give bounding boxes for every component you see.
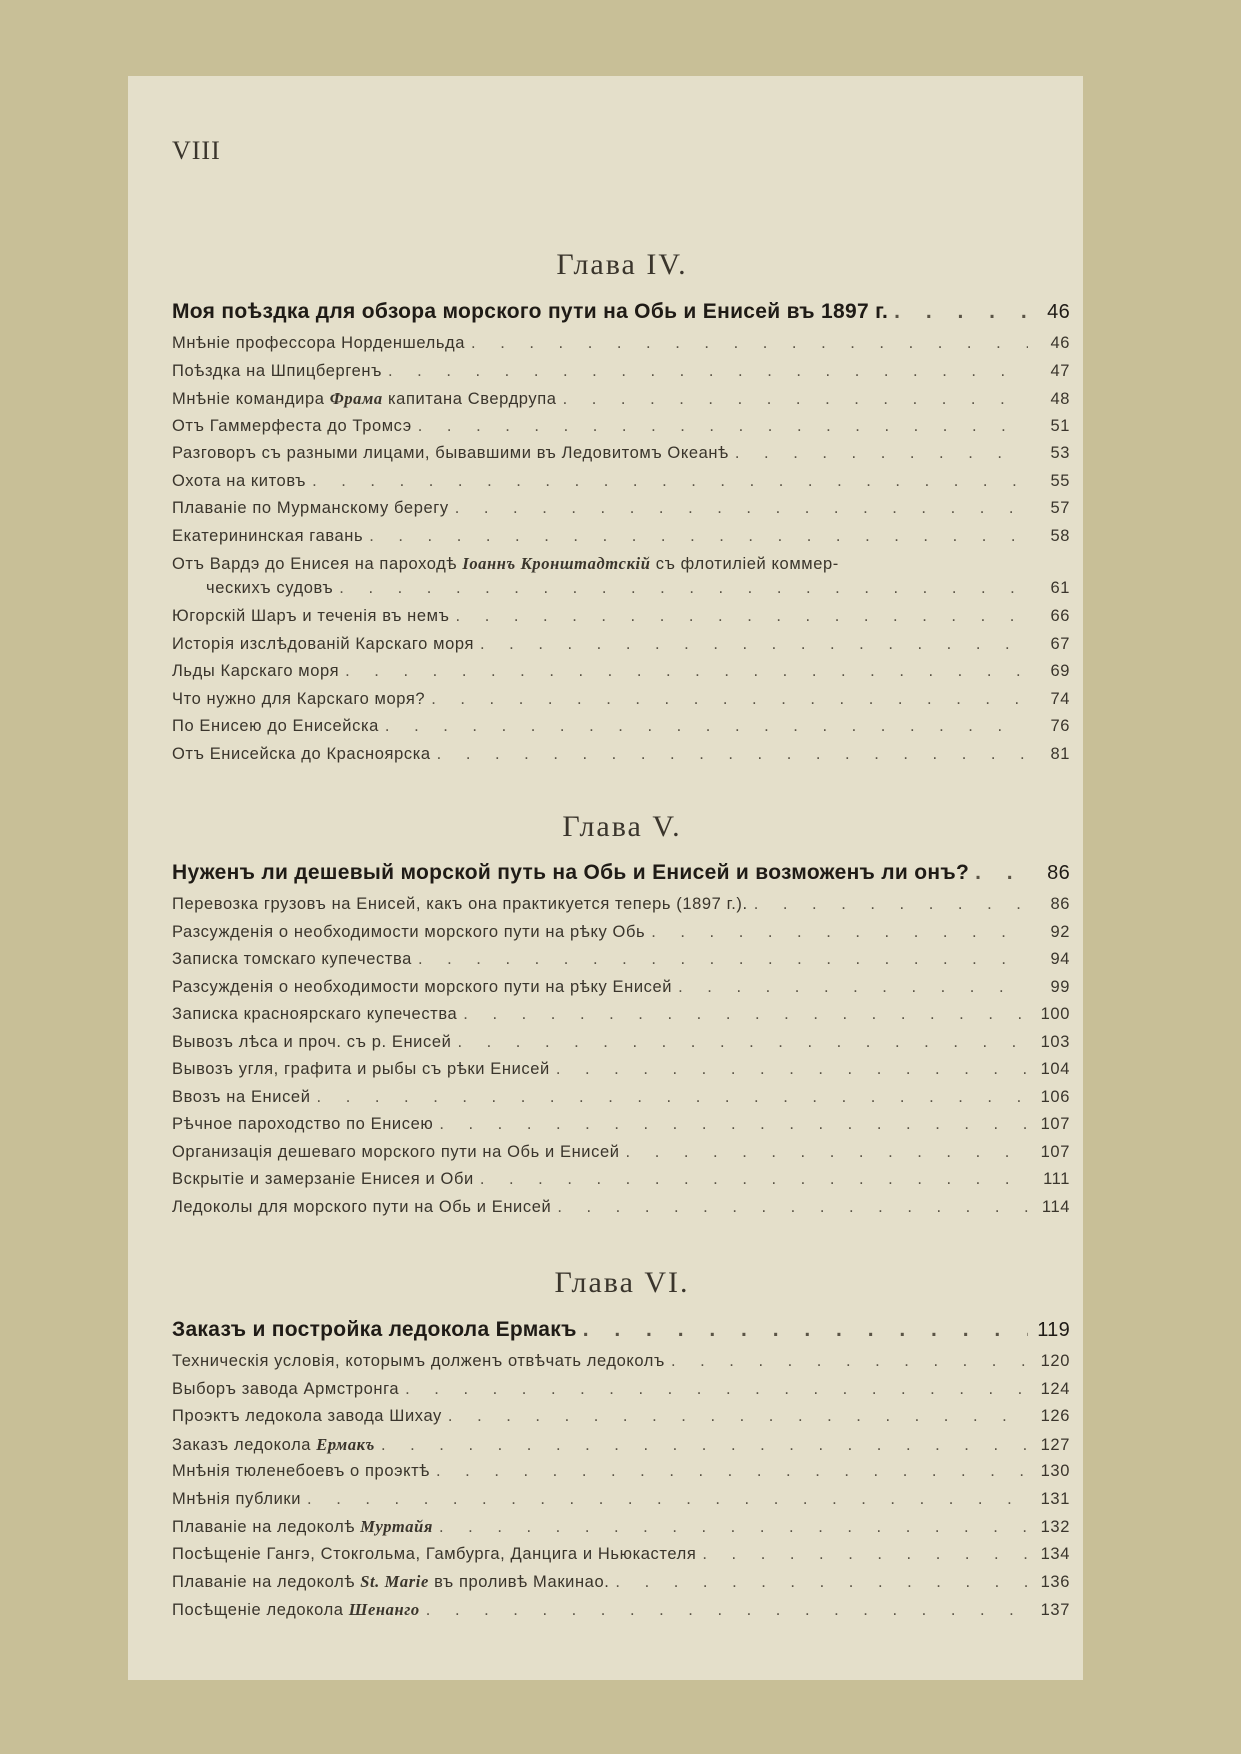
chapter-v-title: Глава V. <box>562 810 682 843</box>
toc-entry: Разсужденія о необходимости морского пути на рѣку Енисей . . . 99 <box>172 978 1070 1006</box>
toc-entry: Разговоръ съ разными лицами, бывавшими въ Ледовитомъ Океанѣ . . . 53 <box>172 444 1070 472</box>
toc-entry: Техническія условія, которымъ долженъ отвѣчать ледоколъ . . . 120 <box>172 1352 1070 1380</box>
toc-entry: Льды Карскаго моря . . . 69 <box>172 662 1070 690</box>
toc-entry: Мнѣнія тюленебоевъ о проэктѣ . . . 130 <box>172 1462 1070 1490</box>
chapter-v-toc <box>172 861 1070 1225</box>
toc-entry: Записка красноярскаго купечества . . . 100 <box>172 1005 1070 1033</box>
toc-entry: Разсужденія о необходимости морского пути на рѣку Обь . . . 92 <box>172 923 1070 951</box>
toc-entry: Плаваніе по Мурманскому берегу . . . 57 <box>172 499 1070 527</box>
toc-entry: Мнѣніе командира Фрама капитана Свердрупа . . . 48 <box>172 389 1070 417</box>
toc-entry: Вскрытіе и замерзаніе Енисея и Оби . . . 111 <box>172 1170 1070 1198</box>
toc-entry: Проэктъ ледокола завода Шихау . . . 126 <box>172 1407 1070 1435</box>
toc-entry: Плаваніе на ледоколѣ Муртайя . . . 132 <box>172 1517 1070 1545</box>
toc-entry: Заказъ ледокола Ермакъ . . . 127 <box>172 1435 1070 1463</box>
toc-entry: Посѣщеніе Гангэ, Стокгольма, Гамбурга, Данцига и Ньюкастеля . . . 134 <box>172 1545 1070 1573</box>
toc-entry: Отъ Гаммерфеста до Тромсэ . . . 51 <box>172 417 1070 445</box>
chapter-iv-heading: Моя поѣздка для обзора морского пути на Обь и Енисей въ 1897 г. . . . 46 <box>172 300 1070 334</box>
toc-entry: Югорскій Шаръ и теченія въ немъ . . . 66 <box>172 607 1070 635</box>
chapter-vi-heading: Заказъ и постройка ледокола Ермакъ . . . 119 <box>172 1318 1070 1352</box>
toc-entry: Организація дешеваго морского пути на Обь и Енисей . . . 107 <box>172 1143 1070 1171</box>
toc-entry: Вывозъ угля, графита и рыбы съ рѣки Енисей . . . 104 <box>172 1060 1070 1088</box>
toc-entry: Екатерининская гавань . . . 58 <box>172 527 1070 555</box>
toc-entry: Рѣчное пароходство по Енисею . . . 107 <box>172 1115 1070 1143</box>
chapter-v-heading: Нуженъ ли дешевый морской путь на Обь и Енисей и возможенъ ли онъ? . . . 86 <box>172 861 1070 895</box>
chapter-vi-title: Глава VI. <box>554 1266 690 1299</box>
chapter-iv-toc <box>172 300 1070 772</box>
toc-entry: Мнѣнія публики . . . 131 <box>172 1490 1070 1518</box>
toc-entry: Вывозъ лѣса и проч. съ р. Енисей . . . 103 <box>172 1033 1070 1061</box>
toc-entry: Перевозка грузовъ на Енисей, какъ она практикуется теперь (1897 г.). . . . 86 <box>172 895 1070 923</box>
toc-entry: Плаваніе на ледоколѣ St. Marie въ проливѣ Макинао. . . . 136 <box>172 1572 1070 1600</box>
toc-entry: По Енисею до Енисейска . . . 76 <box>172 717 1070 745</box>
toc-entry: Записка томскаго купечества . . . 94 <box>172 950 1070 978</box>
chapter-iv-title: Глава IV. <box>556 248 688 281</box>
toc-entry: Ввозъ на Енисей . . . 106 <box>172 1088 1070 1116</box>
toc-entry: Охота на китовъ . . . 55 <box>172 472 1070 500</box>
page-number: VIII <box>172 136 221 165</box>
toc-entry: Ледоколы для морского пути на Обь и Енисей . . . 114 <box>172 1198 1070 1226</box>
toc-entry-multiline: Отъ Вардэ до Енисея на пароходѣ Іоаннъ Кронштадтскій съ флотиліей коммер- ческихъ судовъ . . . 61 <box>172 554 1070 607</box>
toc-entry: Посѣщеніе ледокола Шенанго . . . 137 <box>172 1600 1070 1628</box>
toc-entry: Мнѣніе профессора Норденшельда . . . 46 <box>172 334 1070 362</box>
toc-entry: Поѣздка на Шпицбергенъ . . . 47 <box>172 362 1070 390</box>
toc-entry: Выборъ завода Армстронга . . . 124 <box>172 1380 1070 1408</box>
toc-entry: Что нужно для Карскаго моря? . . . 74 <box>172 690 1070 718</box>
chapter-vi-toc <box>172 1318 1070 1627</box>
toc-entry: Исторія изслѣдованій Карскаго моря . . . 67 <box>172 635 1070 663</box>
toc-entry: Отъ Енисейска до Красноярска . . . 81 <box>172 745 1070 773</box>
